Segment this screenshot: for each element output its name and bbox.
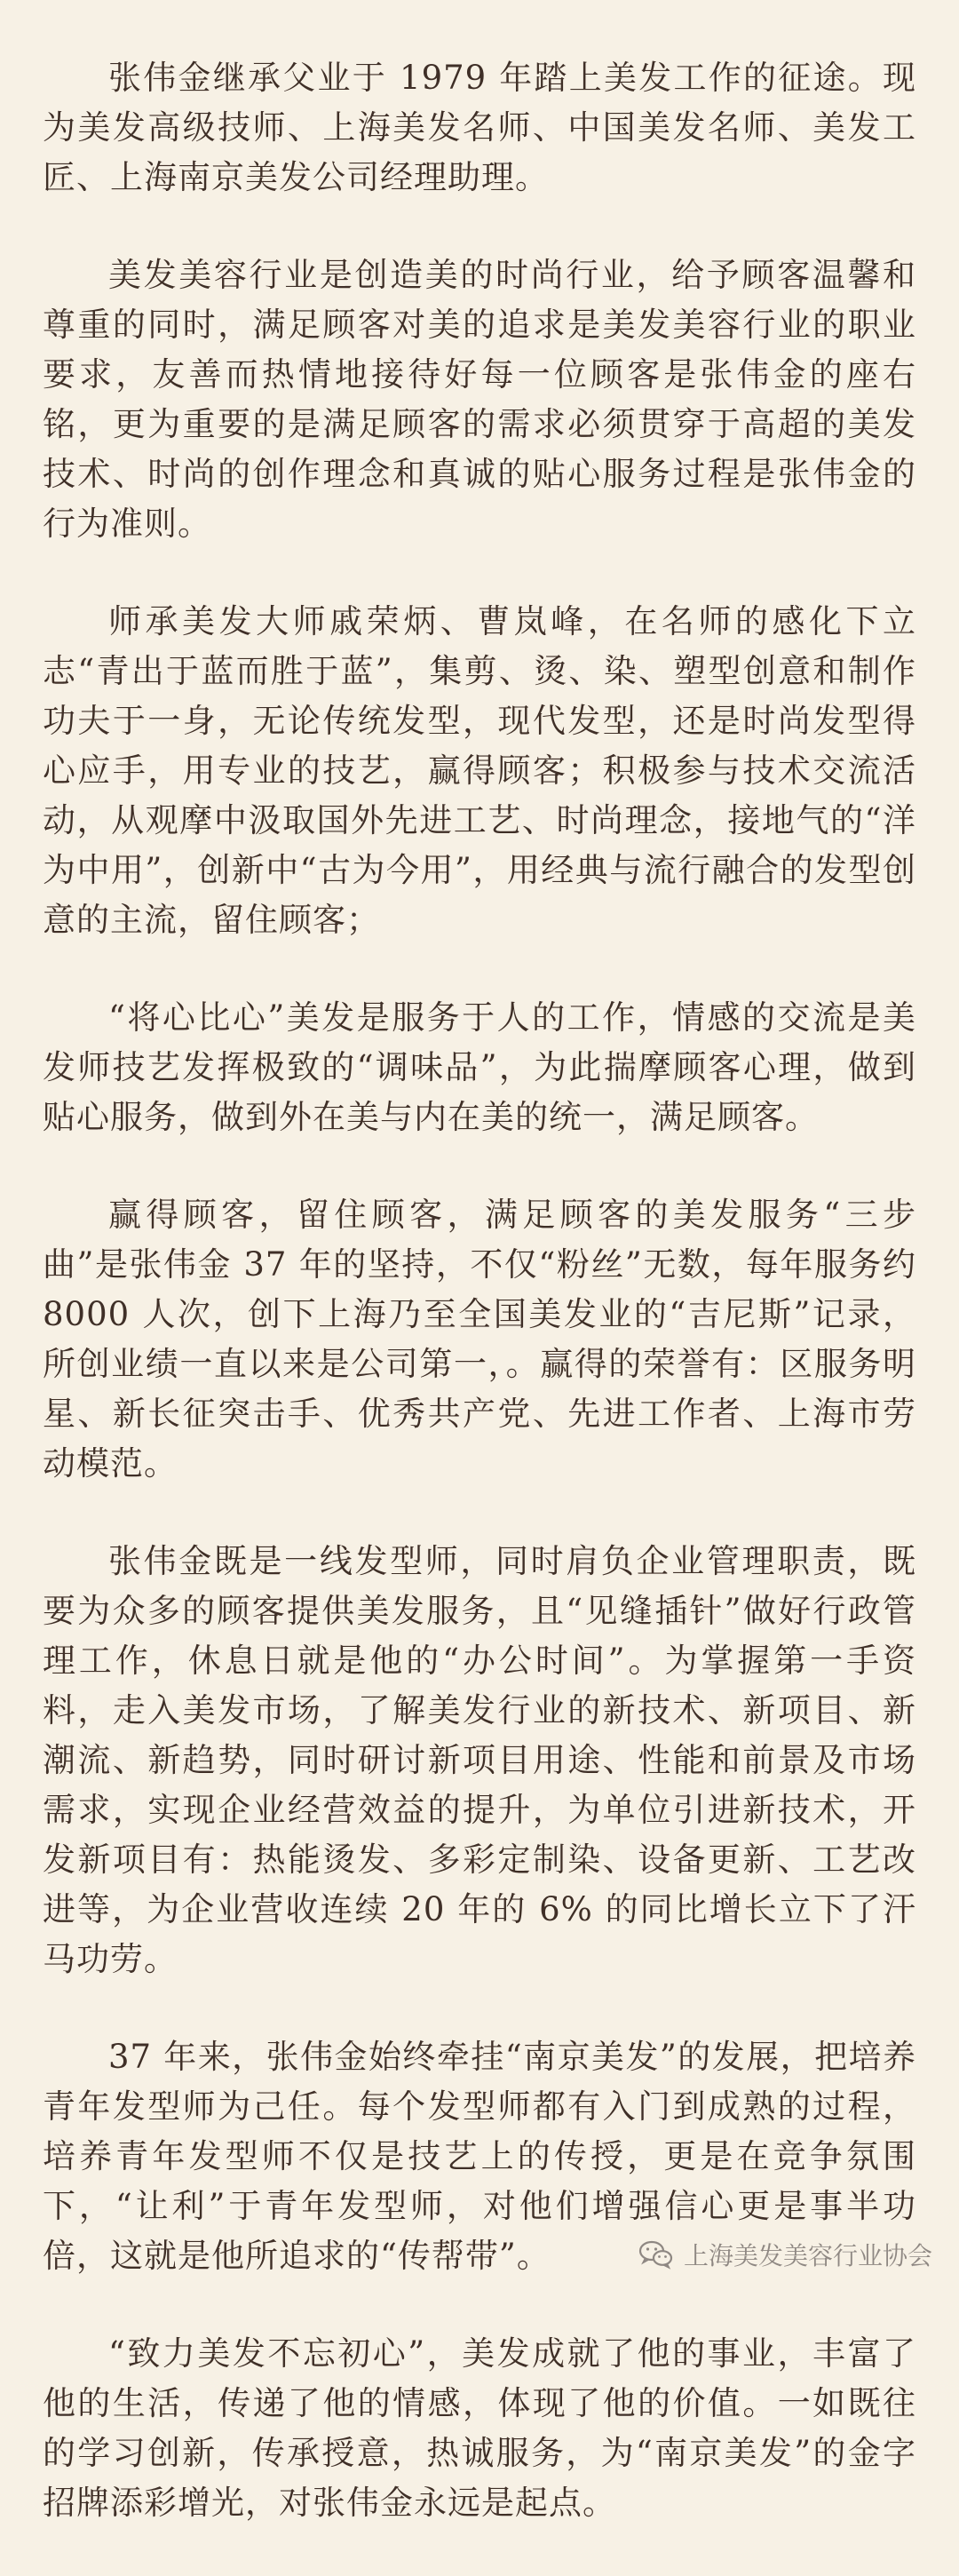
watermark [638, 2237, 932, 2272]
paragraph-2: 美发美容行业是创造美的时尚行业，给予顾客温馨和尊重的同时，满足顾客对美的追求是美发美容行业的职业要求，友善而热情地接待好每一位顾客是张伟金的座右铭，更为重要的是满足顾客的需求必须贯穿于高超的美发技术、时尚的创作理念和真诚的贴心服务过程是张伟金的行为准则。 [43, 256, 916, 543]
paragraph-7: 37 年来，张伟金始终牵挂“南京美发”的发展，把培养青年发型师为己任。每个发型师都有入门到成熟的过程，培养青年发型师不仅是技艺上的传授，更是在竞争氛围下，“让利”于青年发型师，对他们增强信心更是事半功倍，这就是他所追求的“传帮带”。 [43, 2038, 916, 2275]
paragraph-3: 师承美发大师戚荣炳、曹岚峰，在名师的感化下立志“青出于蓝而胜于蓝”，集剪、烫、染、塑型创意和制作功夫于一身，无论传统发型，现代发型，还是时尚发型得心应手，用专业的技艺，赢得顾客；积极参与技术交流活动，从观摩中汲取国外先进工艺、时尚理念，接地气的“洋为中用”，创新中“古为今用”，用经典与流行融合的发型创意的主流，留住顾客； [43, 602, 916, 939]
watermark-text: 上海美发美容行业协会 [683, 2241, 932, 2270]
paragraph-8: “致力美发不忘初心”，美发成就了他的事业，丰富了他的生活，传递了他的情感，体现了他的价值。一如既往的学习创新，传承授意，热诚服务，为“南京美发”的金字招牌添彩增光，对张伟金永远是起点。 [43, 2334, 916, 2522]
paragraph-5: 赢得顾客，留住顾客，满足顾客的美发服务“三步曲”是张伟金 37 年的坚持，不仅“粉丝”无数，每年服务约 8000 人次，创下上海乃至全国美发业的“吉尼斯”记录，所创业绩一直以来是公司第一，。赢得的荣誉有：区服务明星、新长征突击手、优秀共产党、先进工作者、上海市劳动模范。 [43, 1196, 916, 1483]
wechat-icon [638, 2239, 675, 2270]
paragraph-4: “将心比心”美发是服务于人的工作，情感的交流是美发师技艺发挥极致的“调味品”，为此揣摩顾客心理，做到贴心服务，做到外在美与内在美的统一，满足顾客。 [43, 998, 916, 1136]
article [43, 53, 916, 2576]
paragraph-6: 张伟金既是一线发型师，同时肩负企业管理职责，既要为众多的顾客提供美发服务，且“见缝插针”做好行政管理工作，休息日就是他的“办公时间”。为掌握第一手资料，走入美发市场，了解美发行业的新技术、新项目、新潮流、新趋势，同时研讨新项目用途、性能和前景及市场需求，实现企业经营效益的提升，为单位引进新技术，开发新项目有：热能烫发、多彩定制染、设备更新、工艺改进等，为企业营收连续 20 年的 6% 的同比增长立下了汗马功劳。 [43, 1542, 916, 1978]
paragraph-1: 张伟金继承父业于 1979 年踏上美发工作的征途。现为美发高级技师、上海美发名师、中国美发名师、美发工匠、上海南京美发公司经理助理。 [43, 59, 916, 196]
